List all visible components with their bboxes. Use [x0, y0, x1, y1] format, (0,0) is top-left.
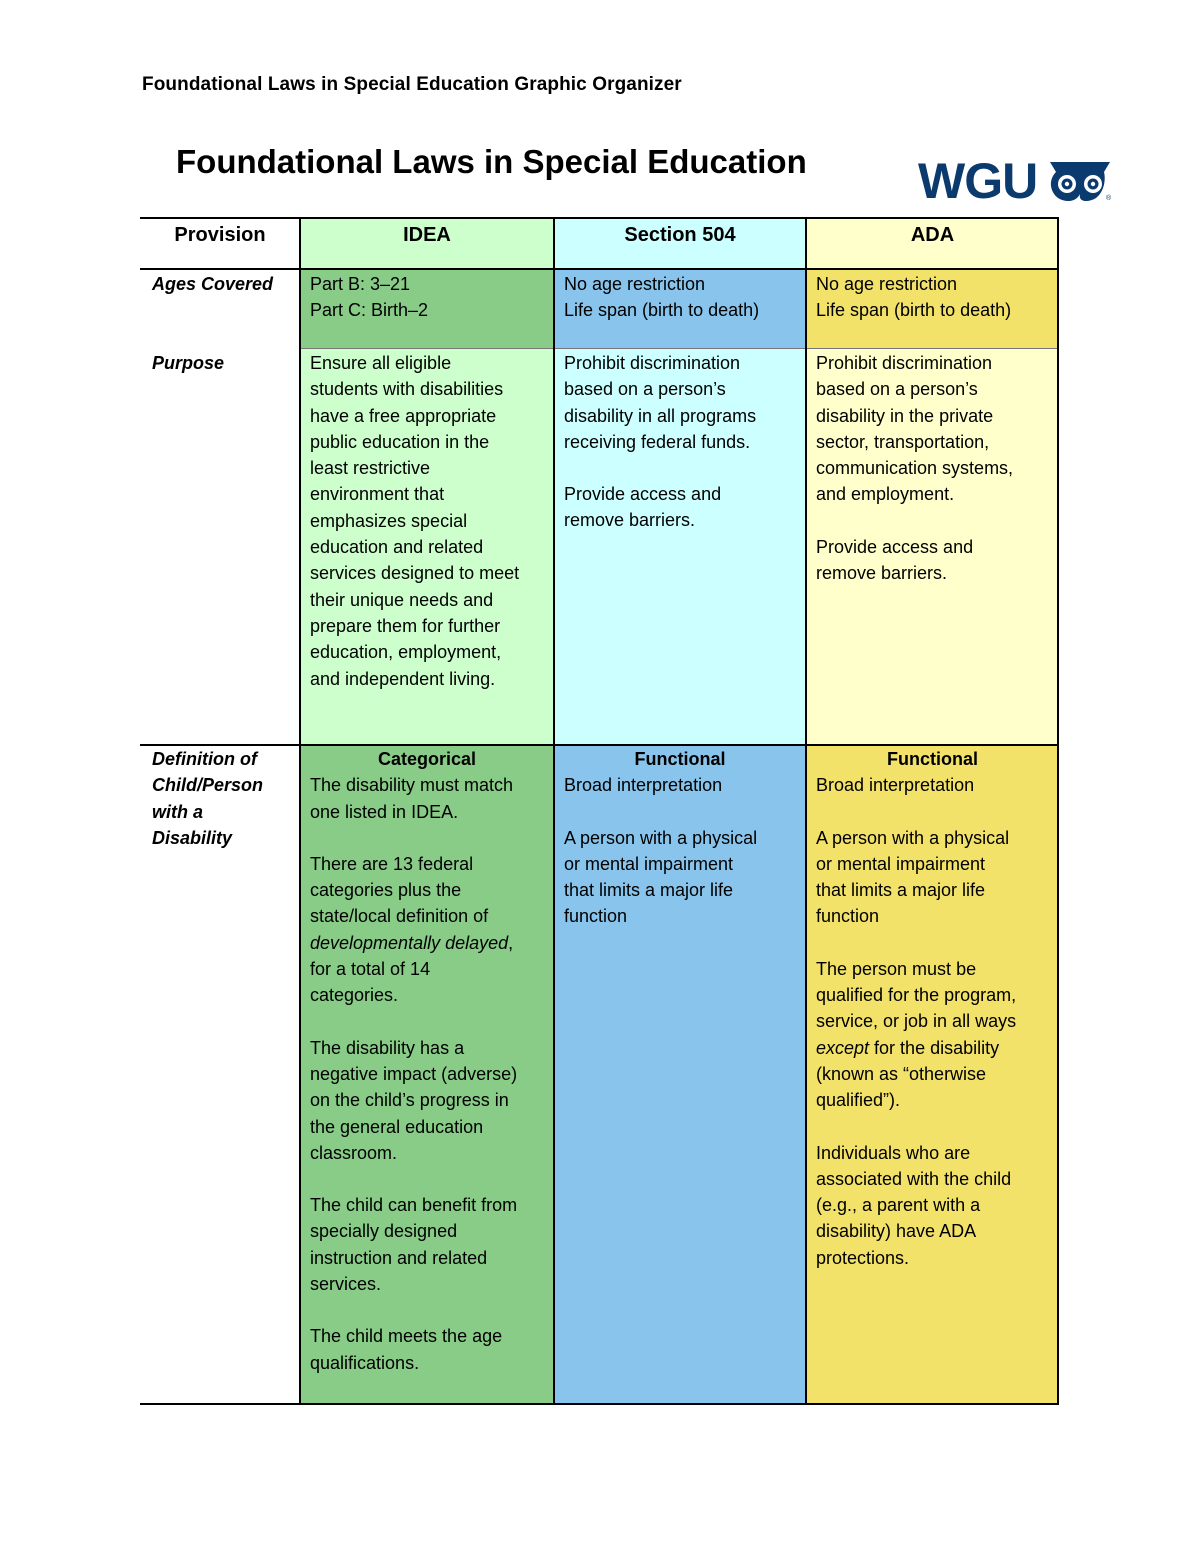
s504-purpose-p2: Provide access and remove barriers.: [564, 484, 722, 531]
header-provision: Provision: [174, 224, 266, 246]
s504-ages: [554, 271, 806, 324]
s504-definition-heading: Functional: [634, 749, 726, 769]
header-idea: IDEA: [403, 224, 451, 246]
s504-purpose: [554, 350, 806, 534]
idea-definition-p5: The child meets the age qualifications.: [310, 1326, 503, 1373]
idea-definition: [300, 746, 554, 1376]
ada-definition-p2: A person with a physical or mental impairment that limits a major life function: [816, 827, 1010, 927]
ada-definition-p3-before: The person must be qualified for the program, service, or job in all ways: [816, 958, 1017, 1032]
ada-definition-p3-italic: except: [816, 1037, 870, 1058]
s504-definition: [554, 746, 806, 930]
idea-definition-p1: The disability must match one listed in IDEA.: [310, 775, 514, 822]
ada-purpose: [806, 350, 1059, 586]
ada-definition-heading: Functional: [887, 749, 978, 769]
ada-ages: [806, 271, 1059, 324]
row-divider: [300, 348, 1059, 349]
ada-definition-p1: Broad interpretation: [816, 775, 975, 796]
idea-definition-p2: [310, 851, 544, 1009]
idea-ages: [300, 271, 554, 324]
comparison-table: [140, 217, 1059, 1405]
idea-definition-p4: The child can benefit from specially designed instruction and related services.: [310, 1195, 518, 1295]
idea-definition-p3: The disability has a negative impact (adverse) on the child’s progress in the general education classroom.: [310, 1037, 518, 1163]
idea-definition-p2-before: There are 13 federal categories plus the state/local definition of: [310, 853, 489, 927]
s504-definition-p2: A person with a physical or mental impairment that limits a major life function: [564, 827, 758, 927]
row-label-purpose: Purpose: [152, 353, 225, 373]
wgu-logo: [918, 154, 1114, 206]
s504-purpose-p1: Prohibit discrimination based on a person’s disability in all programs receiving federal funds.: [564, 353, 757, 452]
running-header: Foundational Laws in Special Education Graphic Organizer: [142, 74, 682, 95]
ada-definition: [806, 746, 1059, 1271]
idea-purpose-text: Ensure all eligible students with disabilities have a free appropriate public education in the least restrictive environment that emphasizes special education and related services designed to meet their unique needs and prepare them for further education, employment, and independent living.: [310, 353, 520, 689]
s504-definition-p1: Broad interpretation: [564, 775, 723, 796]
row-label-definition-text: Definition of Child/Person with a Disability: [152, 749, 264, 848]
table-bottom-border: [140, 1403, 1059, 1405]
header-bottom-border: [140, 268, 1059, 270]
ada-definition-p3-after: for the disability (known as “otherwise qualified”).: [816, 1037, 1000, 1111]
logo-text: WGU: [918, 154, 1038, 206]
idea-definition-heading: Categorical: [377, 749, 477, 769]
registered-mark: ®: [1106, 195, 1112, 202]
ada-purpose-p1: Prohibit discrimination based on a person’s disability in the private sector, transportation, communication systems, and employment.: [816, 353, 1014, 505]
row-label-definition: [140, 746, 300, 851]
ada-definition-p3: [816, 956, 1049, 1114]
ada-purpose-p2: Provide access and remove barriers.: [816, 536, 974, 584]
idea-purpose: [300, 350, 554, 692]
idea-ages-text: Part B: 3–21 Part C: Birth–2: [310, 274, 429, 321]
owl-eyes-icon: [1050, 162, 1110, 201]
s504-ages-text: No age restriction Life span (birth to death): [564, 274, 760, 321]
idea-definition-p2-after: , for a total of 14 categories.: [310, 932, 514, 1006]
idea-definition-p2-italic: developmentally delayed: [310, 932, 509, 953]
ada-definition-p4: Individuals who are associated with the child (e.g., a parent with a disability) have ADA protections.: [816, 1142, 1012, 1268]
ada-ages-text: No age restriction Life span (birth to death): [816, 274, 1012, 321]
row-label-ages: Ages Covered: [152, 274, 274, 294]
page-title: Foundational Laws in Special Education: [176, 143, 807, 180]
header-ada: ADA: [910, 224, 955, 246]
header-section-504: Section 504: [624, 224, 736, 246]
